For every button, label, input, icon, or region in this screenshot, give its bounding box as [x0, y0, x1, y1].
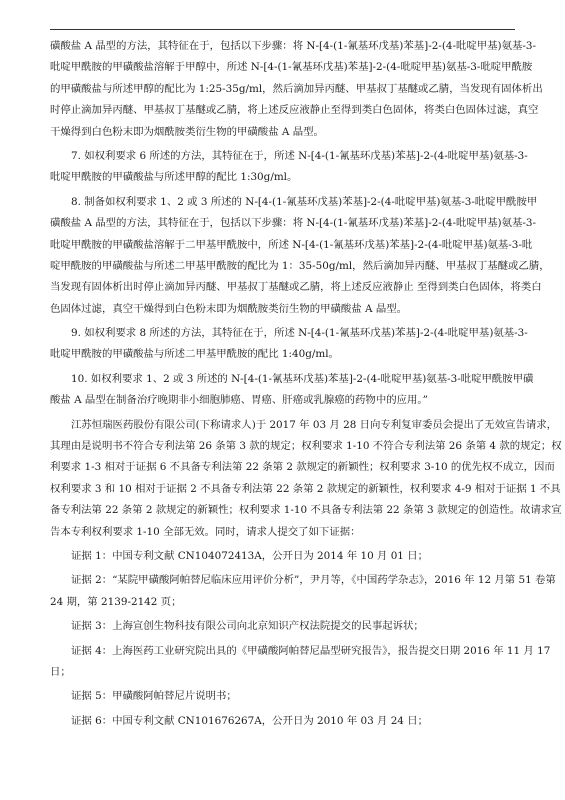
paragraph-claim9: [50, 323, 528, 366]
text-line: 证据 5：甲磺酸阿帕替尼片说明书；: [71, 690, 237, 703]
text-line: 磺酸盐 A 晶型的方法，其特征在于，包括以下步骤：将 N-[4-(1-氰基环戊基)苯基]-2-(4-吡啶甲基)氨基-3-: [50, 40, 537, 52]
text-line: 吡啶甲酰胺的甲磺酸盐溶解于甲醇中，所述 N-[4-(1-氰基环戊基)苯基]-2-(4-吡啶甲基)氨基-3-吡啶甲酰胺: [50, 61, 533, 74]
paragraph-claim6-continued: [50, 36, 543, 143]
evidence-6: [50, 711, 515, 732]
text-line: 色固体过滤，真空干燥得到白色粉末即为烟酰胺类衍生物的甲磺酸盐 A 晶型。: [50, 302, 407, 315]
text-line: 8. 制备如权利要求 1、2 或 3 所述的 N-[4-(1-氰基环戊基)苯基]-2-(4-吡啶甲基)氨基-3-吡啶甲酰胺甲: [71, 195, 538, 208]
text-line: 干燥得到白色粉末即为烟酰胺类衍生物的甲磺酸盐 A 晶型。: [50, 125, 324, 138]
text-line: 啶甲酰胺的甲磺酸盐与所述二甲基甲酰胺的配比为 1：35-50g/ml，然后滴加异丙醚、甲基叔丁基醚或乙腈，: [50, 259, 550, 272]
text-line: 9. 如权利要求 8 所述的方法，其特征在于，所述 N-[4-(1-氰基环戊基)苯基]-2-(4-吡啶甲基)氨基-3-: [71, 327, 528, 340]
text-line: 证据 3：上海宣创生物科技有限公司向北京知识产权法院提交的民事起诉状；: [71, 620, 424, 633]
text-line: 吡啶甲酰胺的甲磺酸盐与所述甲醇的配比 1:30g/ml。: [50, 171, 298, 184]
text-line: 吡啶甲酰胺的甲磺酸盐溶解于二甲基甲酰胺中，所述 N-[4-(1-氰基环戊基)苯基]-2-(4-吡啶甲基)氨基-3-吡: [50, 238, 533, 251]
paragraph-invalidation-request: [50, 415, 562, 543]
paragraph-claim10: [50, 369, 534, 412]
text-line: 权利要求 3 和 10 相对于证据 2 不具备专利法第 22 条第 2 款规定的新颖性，权利要求 4-9 相对于证据 1 不具: [50, 482, 561, 495]
evidence-4: [50, 641, 551, 684]
text-line: 证据 1：中国专利文献 CN104072413A，公开日为 2014 年 10 月 01 日；: [71, 549, 428, 562]
header-rule: [50, 29, 515, 30]
text-line: 吡啶甲酰胺的甲磺酸盐与所述二甲基甲酰胺的配比 1:40g/ml。: [50, 348, 339, 361]
text-line: 告本专利权利要求 1-10 全部无效。同时，请求人提交了如下证据：: [50, 525, 361, 538]
text-line: 日；: [50, 665, 71, 678]
text-line: 磺酸盐 A 晶型的方法，其特征在于，包括以下步骤：将 N-[4-(1-氰基环戊基)苯基]-2-(4-吡啶甲基)氨基-3-: [50, 217, 537, 230]
text-line: 其理由是说明书不符合专利法第 26 条第 3 款的规定；权利要求 1-10 不符合专利法第 26 条第 4 款的规定；权: [50, 440, 562, 453]
text-line: 时停止滴加异丙醚、甲基叔丁基醚或乙腈，将上述反应液静止至得到类白色固体，将类白色固体过滤，真空: [50, 104, 539, 117]
text-line: 江苏恒瑞医药股份有限公司(下称请求人)于 2017 年 03 月 28 日向专利复审委员会提出了无效宣告请求，: [71, 418, 558, 431]
paragraph-claim7: [50, 146, 528, 189]
text-line: 当发现有固体析出时停止滴加异丙醚、甲基叔丁基醚或乙腈，将上述反应液静止 至得到类白色固体，将类白: [50, 281, 542, 294]
paragraph-claim8: [50, 192, 550, 320]
text-line: 24 期，第 2139-2142 页；: [50, 595, 182, 608]
text-line: 利要求 1-3 相对于证据 6 不具备专利法第 22 条第 2 款规定的新颖性；权利要求 3-10 的优先权不成立，因而: [50, 461, 555, 474]
evidence-5: [50, 686, 515, 707]
evidence-2: [50, 570, 556, 613]
evidence-1: [50, 546, 515, 567]
evidence-3: [50, 616, 515, 637]
text-line: 证据 2：“某院甲磺酸阿帕替尼临床应用评价分析”，尹月等，《中国药学杂志》，2016 年 12 月第 51 卷第: [71, 574, 556, 587]
text-line: 的甲磺酸盐与所述甲醇的配比为 1:25-35g/ml，然后滴加异丙醚、甲基叔丁基醚或乙腈，当发现有固体析出: [50, 82, 543, 95]
text-line: 10. 如权利要求 1、2 或 3 所述的 N-[4-(1-氰基环戊基)苯基]-2-(4-吡啶甲基)氨基-3-吡啶甲酰胺甲磺: [71, 372, 534, 385]
text-line: 酸盐 A 晶型在制备治疗晚期非小细胞肺癌、胃癌、肝癌或乳腺癌的药物中的应用。”: [50, 394, 428, 407]
text-line: 7. 如权利要求 6 所述的方法，其特征在于，所述 N-[4-(1-氰基环戊基)苯基]-2-(4-吡啶甲基)氨基-3-: [71, 149, 528, 162]
text-line: 备专利法第 22 条第 2 款规定的新颖性；权利要求 1-10 不具备专利法第 22 条第 3 款规定的创造性。故请求宣: [50, 504, 562, 517]
text-line: 证据 6：中国专利文献 CN101676267A，公开日为 2010 年 03 月 24 日；: [71, 714, 428, 727]
text-line: 证据 4：上海医药工业研究院出具的《甲磺酸阿帕替尼晶型研究报告》，报告提交日期 2016 年 11 月 17: [71, 644, 551, 657]
document-body: [50, 36, 562, 732]
